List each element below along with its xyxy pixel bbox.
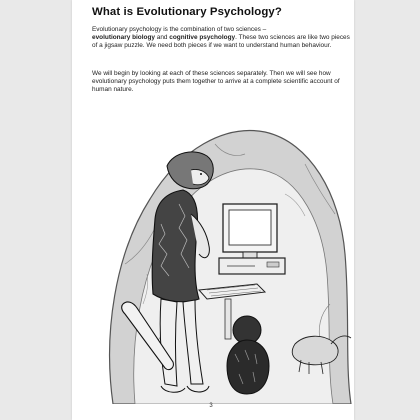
page-number: 3: [209, 403, 213, 409]
page-title: What is Evolutionary Psychology?: [92, 6, 282, 18]
term-evolutionary-biology: evolutionary biology: [92, 34, 155, 42]
term-cognitive-psychology: cognitive psychology: [169, 34, 236, 42]
caveman-computer-illustration: [95, 104, 355, 404]
computer-monitor-icon: [219, 204, 285, 274]
intro-text-2: and: [154, 34, 170, 42]
paragraph-overview: We will begin by looking at each of these sciences separately. Then we will see how evolutionary psychology puts them together to arrive at a complete scientific account of human nature.: [92, 70, 340, 94]
paragraph-intro: [92, 26, 350, 51]
intro-text-1: Evolutionary psychology is the combination of two sciences –: [92, 26, 267, 33]
intro-text-3: . These two sciences are like two pieces of a jigsaw puzzle. We need both pieces if we want to understand human behaviour.: [92, 34, 350, 50]
